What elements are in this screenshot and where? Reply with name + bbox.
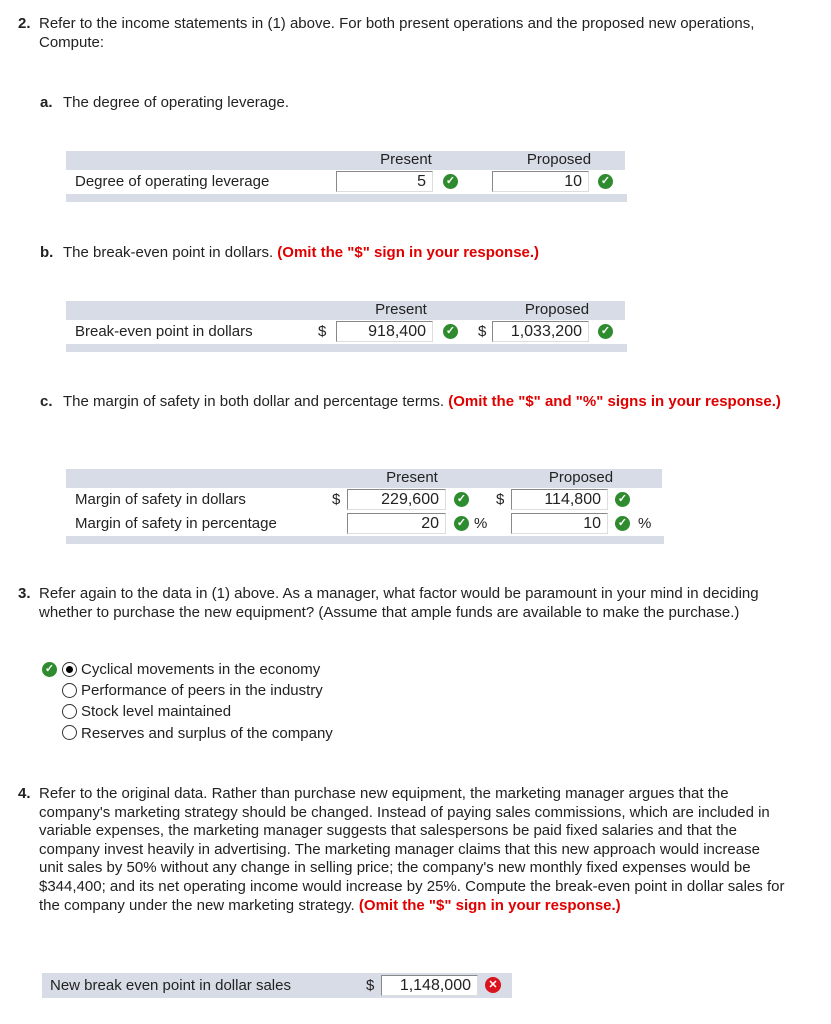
check-circle-icon: ✓	[615, 516, 630, 531]
question-body	[39, 785, 787, 915]
mos-percent-present-input[interactable]: 20	[347, 513, 446, 534]
column-header-present: Present	[375, 301, 427, 318]
question-text: Refer again to the data in (1) above. As a manager, what factor would be paramount in your mind in deciding whether to purchase the new equipment? (Assume that ample funds are available to make the purchase.)	[39, 585, 759, 621]
table-footer-band	[66, 194, 627, 202]
part-text: The break-even point in dollars.	[63, 244, 274, 261]
check-circle-icon: ✓	[443, 174, 458, 189]
column-header-present: Present	[386, 469, 438, 486]
currency-symbol: $	[332, 491, 341, 508]
question-text: Refer to the original data. Rather than purchase new equipment, the marketing manager argues that the company's marketing strategy should be changed. Instead of paying sales commissions, which are included in variable expenses, the marketing manager suggests that salespersons be paid fixed salaries and that the company invest heavily in advertising. The marketing manager claims that this new approach would increase unit sales by 50% without any change in selling price; the company's new monthly fixed expenses would be $344,400; and its net operating income would increase by 25%. Compute the break-even point in dollar sales for the company under the new marketing strategy.	[39, 785, 785, 914]
table-footer-band	[66, 344, 627, 352]
currency-symbol: $	[496, 491, 505, 508]
check-circle-icon: ✓	[454, 516, 469, 531]
part-c	[40, 392, 783, 411]
check-circle-icon: ✓	[454, 492, 469, 507]
part-a	[40, 93, 760, 112]
column-header-proposed: Proposed	[526, 151, 592, 168]
dol-present-input[interactable]: 5	[336, 171, 433, 192]
row-label: Margin of safety in percentage	[75, 515, 277, 532]
new-breakeven-input[interactable]: 1,148,000	[381, 975, 478, 996]
check-circle-icon: ✓	[443, 324, 458, 339]
currency-symbol: $	[478, 323, 487, 340]
question-2	[18, 15, 788, 52]
part-text: The degree of operating leverage.	[63, 94, 289, 111]
percent-symbol: %	[474, 515, 488, 532]
part-letter: b.	[40, 244, 54, 261]
radio-option-1[interactable]	[62, 683, 77, 698]
currency-symbol: $	[366, 977, 375, 994]
question-4	[18, 785, 788, 915]
dol-proposed-input[interactable]: 10	[492, 171, 589, 192]
radio-option-0[interactable]	[62, 662, 77, 677]
table-footer-band	[66, 536, 664, 544]
check-circle-icon: ✓	[598, 324, 613, 339]
option-label[interactable]: Performance of peers in the industry	[81, 682, 323, 699]
instruction-note: (Omit the "$" sign in your response.)	[277, 244, 540, 261]
check-circle-icon: ✓	[42, 662, 57, 677]
row-label: Break-even point in dollars	[75, 323, 253, 340]
radio-option-3[interactable]	[62, 725, 77, 740]
row-label: Degree of operating leverage	[75, 173, 270, 190]
row-label: Margin of safety in dollars	[75, 491, 246, 508]
mos-dollars-proposed-input[interactable]: 114,800	[511, 489, 608, 510]
question-number: 4.	[18, 785, 31, 802]
mos-percent-proposed-input[interactable]: 10	[511, 513, 608, 534]
breakeven-proposed-input[interactable]: 1,033,200	[492, 321, 589, 342]
radio-option-2[interactable]	[62, 704, 77, 719]
part-letter: c.	[40, 393, 53, 410]
column-header-proposed: Proposed	[524, 301, 590, 318]
check-circle-icon: ✓	[598, 174, 613, 189]
part-b	[40, 243, 760, 262]
check-circle-icon: ✓	[615, 492, 630, 507]
column-header-proposed: Proposed	[548, 469, 614, 486]
row-label: New break even point in dollar sales	[50, 977, 291, 994]
column-header-present: Present	[380, 151, 432, 168]
instruction-note: (Omit the "$" sign in your response.)	[358, 896, 621, 914]
x-circle-icon: ✕	[485, 977, 501, 993]
part-text: The margin of safety in both dollar and percentage terms.	[63, 393, 445, 410]
percent-symbol: %	[638, 515, 652, 532]
question-text: Refer to the income statements in (1) above. For both present operations and the proposed new operations, Compute:	[39, 15, 755, 51]
part-letter: a.	[40, 94, 53, 111]
currency-symbol: $	[318, 323, 327, 340]
option-label[interactable]: Stock level maintained	[81, 703, 232, 720]
mos-dollars-present-input[interactable]: 229,600	[347, 489, 446, 510]
option-label[interactable]: Cyclical movements in the economy	[81, 661, 321, 678]
question-3	[18, 585, 788, 622]
question-number: 3.	[18, 585, 31, 602]
question-number: 2.	[18, 15, 31, 32]
option-label[interactable]: Reserves and surplus of the company	[81, 725, 333, 742]
breakeven-present-input[interactable]: 918,400	[336, 321, 433, 342]
instruction-note: (Omit the "$" and "%" signs in your response.)	[448, 393, 781, 410]
